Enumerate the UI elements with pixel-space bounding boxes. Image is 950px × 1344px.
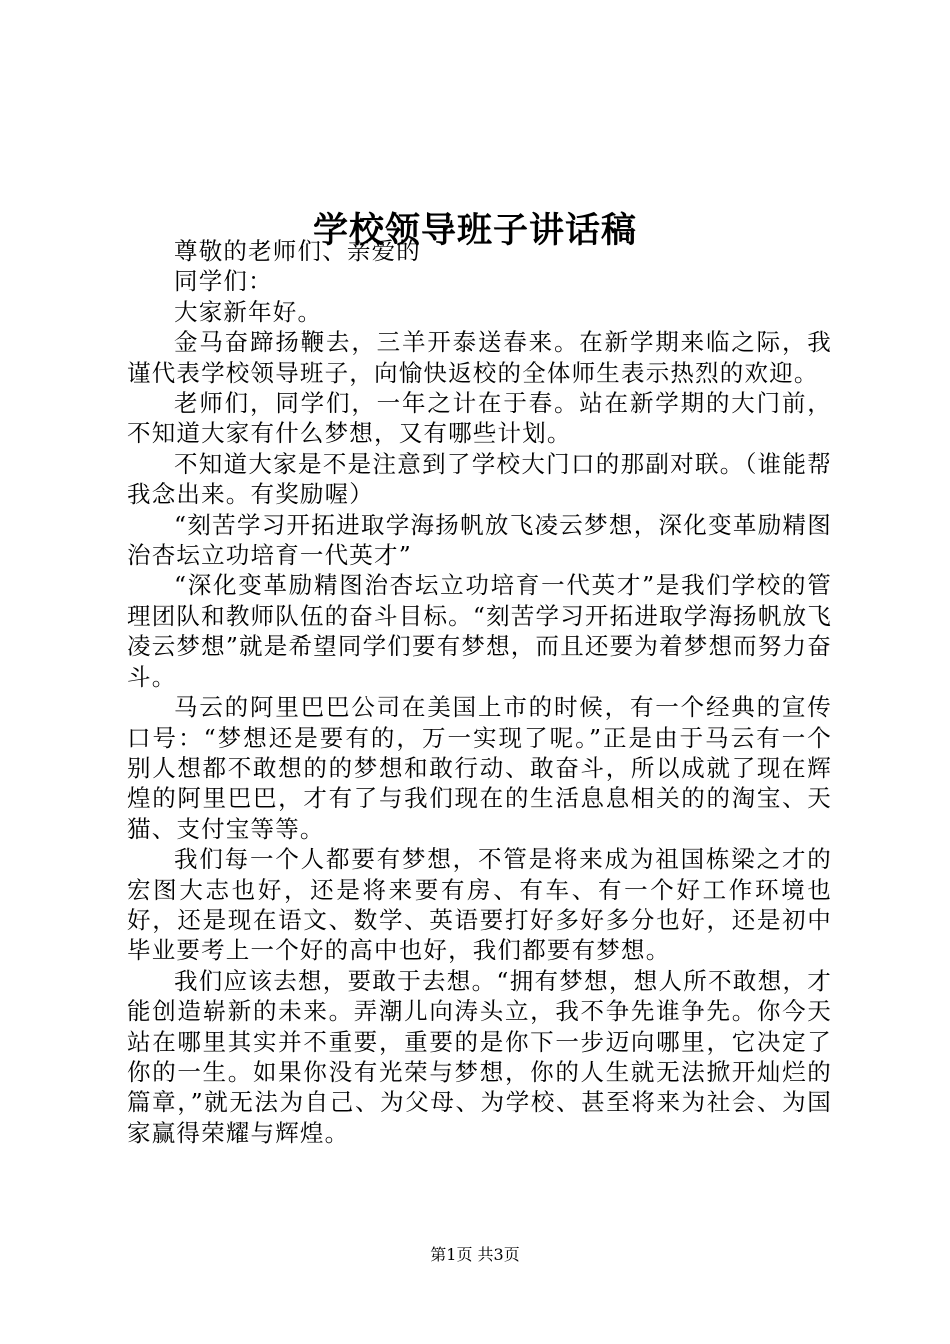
paragraph: 金马奋蹄扬鞭去，三羊开泰送春来。在新学期来临之际，我谨代表学校领导班子，向愉快返校的全体师生表示热烈的欢迎。 <box>127 328 832 387</box>
paragraph: “刻苦学习开拓进取学海扬帆放飞凌云梦想，深化变革励精图治杏坛立功培育一代英才” <box>127 510 832 570</box>
document-body <box>127 236 832 1148</box>
paragraph: “深化变革励精图治杏坛立功培育一代英才”是我们学校的管理团队和教师队伍的奋斗目标。“刻苦学习开拓进取学海扬帆放飞凌云梦想”就是希望同学们要有梦想，而且还要为着梦想而努力奋斗。 <box>127 571 832 691</box>
paragraph: 同学们： <box>174 267 273 296</box>
paragraph: 大家新年好。 <box>174 297 323 326</box>
paragraph: 我们每一个人都要有梦想，不管是将来成为祖国栋梁之才的宏图大志也好，还是将来要有房、有车、有一个好工作环境也好，还是现在语文、数学、英语要打好多好多分也好，还是初中毕业要考上一个好的高中也好，我们都要有梦想。 <box>127 845 832 965</box>
paragraph: 我们应该去想，要敢于去想。“拥有梦想，想人所不敢想，才能创造崭新的未来。弄潮儿向涛头立，我不争先谁争先。你今天站在哪里其实并不重要，重要的是你下一步迈向哪里，它决定了你的一生。如果你没有光荣与梦想，你的人生就无法掀开灿烂的篇章，”就无法为自己、为父母、为学校、甚至将来为社会、为国家赢得荣耀与辉煌。 <box>127 966 832 1147</box>
paragraph: 尊敬的老师们、亲爱的 <box>174 237 421 265</box>
page-title: 学校领导班子讲话稿 <box>312 210 637 252</box>
paragraph: 不知道大家是不是注意到了学校大门口的那副对联。（谁能帮我念出来。有奖励喔） <box>127 449 832 509</box>
page-number-footer: 第1页 共3页 <box>430 1245 520 1264</box>
paragraph: 老师们，同学们，一年之计在于春。站在新学期的大门前，不知道大家有什么梦想，又有哪些计划。 <box>127 389 832 448</box>
paragraph: 马云的阿里巴巴公司在美国上市的时候，有一个经典的宣传口号：“梦想还是要有的，万一实现了呢。”正是由于马云有一个别人想都不敢想的的梦想和敢行动、敢奋斗，所以成就了现在辉煌的阿里巴巴，才有了与我们现在的生活息息相关的的淘宝、天猫、支付宝等等。 <box>127 693 832 843</box>
